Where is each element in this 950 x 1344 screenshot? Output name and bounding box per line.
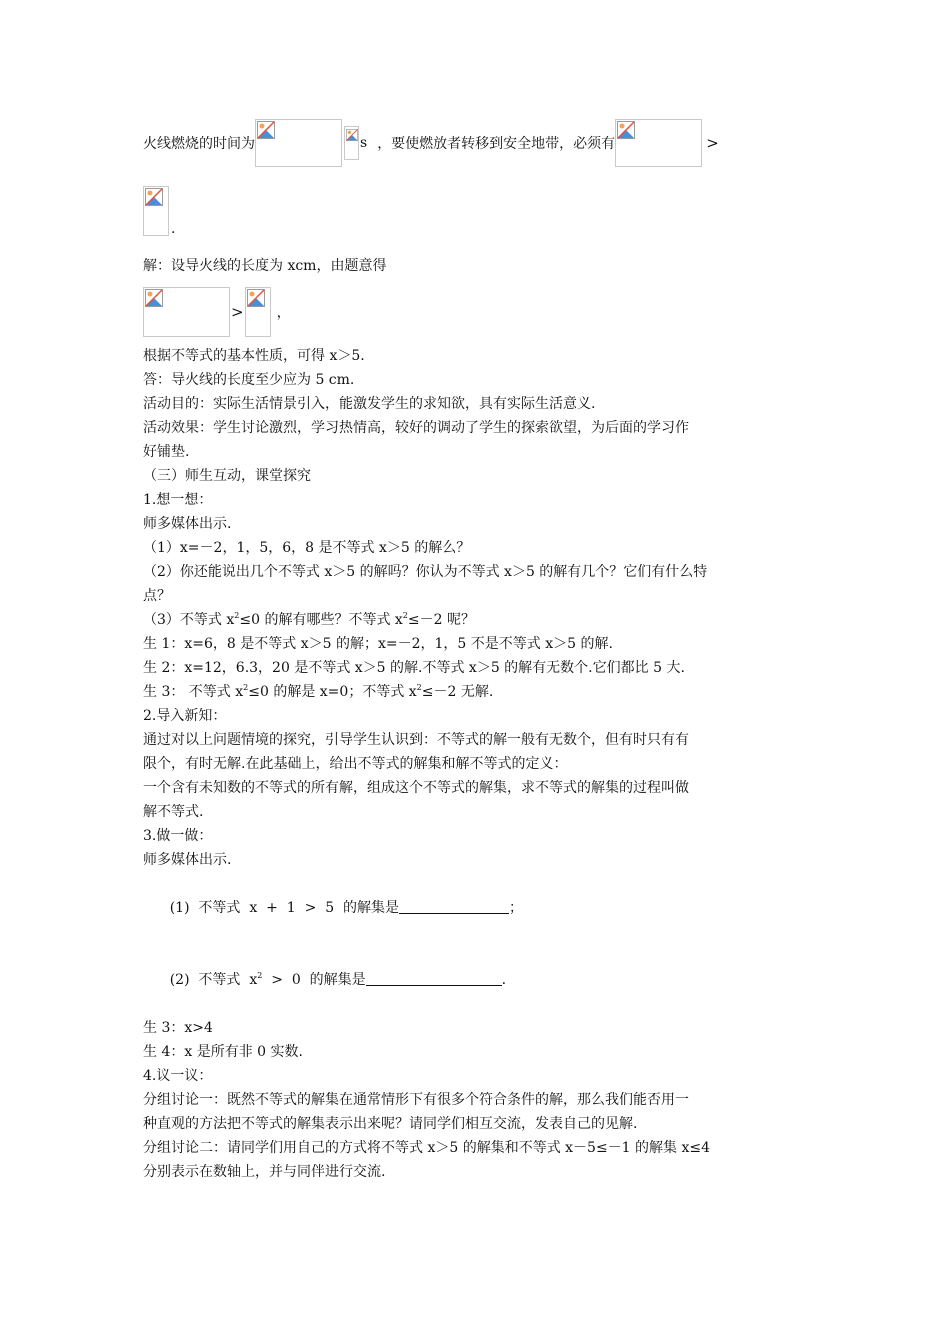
comma: ， bbox=[276, 305, 291, 321]
unit-s: s bbox=[360, 135, 368, 151]
document-page bbox=[143, 118, 811, 1184]
paragraph: 师多媒体出示. bbox=[143, 516, 232, 532]
paragraph: 分组讨论二：请同学们用自己的方式将不等式 x＞5 的解集和不等式 x－5≤－1 的解集 x≤4 bbox=[143, 1140, 711, 1156]
question: （1）x=－2，1，5，6，8 是不等式 x＞5 的解么？ bbox=[143, 540, 471, 556]
section-heading: （三）师生互动，课堂探究 bbox=[143, 468, 311, 484]
subheading: 3.做一做： bbox=[143, 828, 213, 844]
subheading: 2.导入新知： bbox=[143, 708, 227, 724]
broken-image-icon bbox=[617, 121, 635, 139]
formula-image bbox=[143, 186, 169, 236]
answer: 生 3：x>4 bbox=[143, 1020, 213, 1036]
broken-image-icon bbox=[247, 289, 265, 307]
intro-text-2: ，要使燃放者转移到安全地带，必须有 bbox=[377, 136, 616, 152]
blank-line bbox=[399, 899, 509, 914]
intro-text-1: 火线燃烧的时间为 bbox=[143, 136, 255, 152]
solution-line: 解：设导火线的长度为 xcm，由题意得 bbox=[143, 258, 387, 274]
formula-image bbox=[344, 126, 359, 160]
exercise: (2) 不等式 $x^2 > 0$ 的解集是 . bbox=[169, 971, 507, 988]
paragraph: 根据不等式的基本性质，可得 x＞5. bbox=[143, 348, 365, 364]
intro-line bbox=[143, 118, 811, 168]
solution-formula-line bbox=[143, 286, 811, 338]
question: （3）不等式 $x^2\le 0$ 的解有哪些？不等式 $x^2\le-2$ 呢？ bbox=[143, 611, 475, 628]
question: 点？ bbox=[143, 588, 171, 604]
blank-line bbox=[366, 971, 502, 986]
paragraph: 分组讨论一：既然不等式的解集在通常情形下有很多个符合条件的解，那么我们能否用一 bbox=[143, 1092, 689, 1108]
paragraph: 一个含有未知数的不等式的所有解，组成这个不等式的解集，求不等式的解集的过程叫做 bbox=[143, 780, 689, 796]
paragraph: 好铺垫. bbox=[143, 444, 190, 460]
broken-image-icon bbox=[145, 188, 163, 206]
paragraph: 解不等式. bbox=[143, 804, 204, 820]
answer: 生 3： 不等式 $x^2\le 0$ 的解是 x=0；不等式 $x^2\le-2$ 无解. bbox=[143, 683, 494, 700]
paragraph: 限个，有时无解.在此基础上，给出不等式的解集和解不等式的定义： bbox=[143, 756, 568, 772]
paragraph: 答：导火线的长度至少应为 5 cm. bbox=[143, 372, 355, 388]
paragraph: 分别表示在数轴上，并与同伴进行交流. bbox=[143, 1164, 386, 1180]
broken-image-icon bbox=[257, 121, 275, 139]
intro-line-2 bbox=[143, 184, 811, 236]
answer: 生 2：x=12，6.3，20 是不等式 x＞5 的解.不等式 x＞5 的解有无数个.它们都比 5 大. bbox=[143, 660, 685, 676]
subheading: 1.想一想： bbox=[143, 492, 213, 508]
answer: 生 1：x=6，8 是不等式 x＞5 的解；x=－2，1，5 不是不等式 x＞5 的解. bbox=[143, 636, 613, 652]
paragraph: 师多媒体出示. bbox=[143, 852, 232, 868]
broken-image-icon bbox=[346, 128, 358, 142]
broken-image-icon bbox=[145, 289, 163, 307]
greater-than: > bbox=[706, 134, 719, 152]
formula-image bbox=[615, 119, 702, 167]
paragraph: 活动效果：学生讨论激烈，学习热情高，较好的调动了学生的探索欲望，为后面的学习作 bbox=[143, 420, 689, 436]
paragraph: 种直观的方法把不等式的解集表示出来呢？请同学们相互交流，发表自己的见解. bbox=[143, 1116, 638, 1132]
subheading: 4.议一议： bbox=[143, 1068, 213, 1084]
formula-image bbox=[255, 119, 342, 167]
period: . bbox=[171, 221, 176, 237]
answer: 生 4：x 是所有非 0 实数. bbox=[143, 1044, 303, 1060]
paragraph: 通过对以上问题情境的探究，引导学生认识到：不等式的解一般有无数个，但有时只有有 bbox=[143, 732, 689, 748]
greater-than: > bbox=[231, 303, 244, 321]
formula-image bbox=[245, 287, 271, 337]
question: （2）你还能说出几个不等式 x＞5 的解吗？你认为不等式 x＞5 的解有几个？它们有什么特 bbox=[143, 564, 708, 580]
formula-image bbox=[143, 287, 230, 337]
exercise: (1) 不等式 x + 1 > 5 的解集是 ； bbox=[169, 900, 524, 916]
paragraph: 活动目的：实际生活情景引入，能激发学生的求知欲，具有实际生活意义. bbox=[143, 396, 596, 412]
